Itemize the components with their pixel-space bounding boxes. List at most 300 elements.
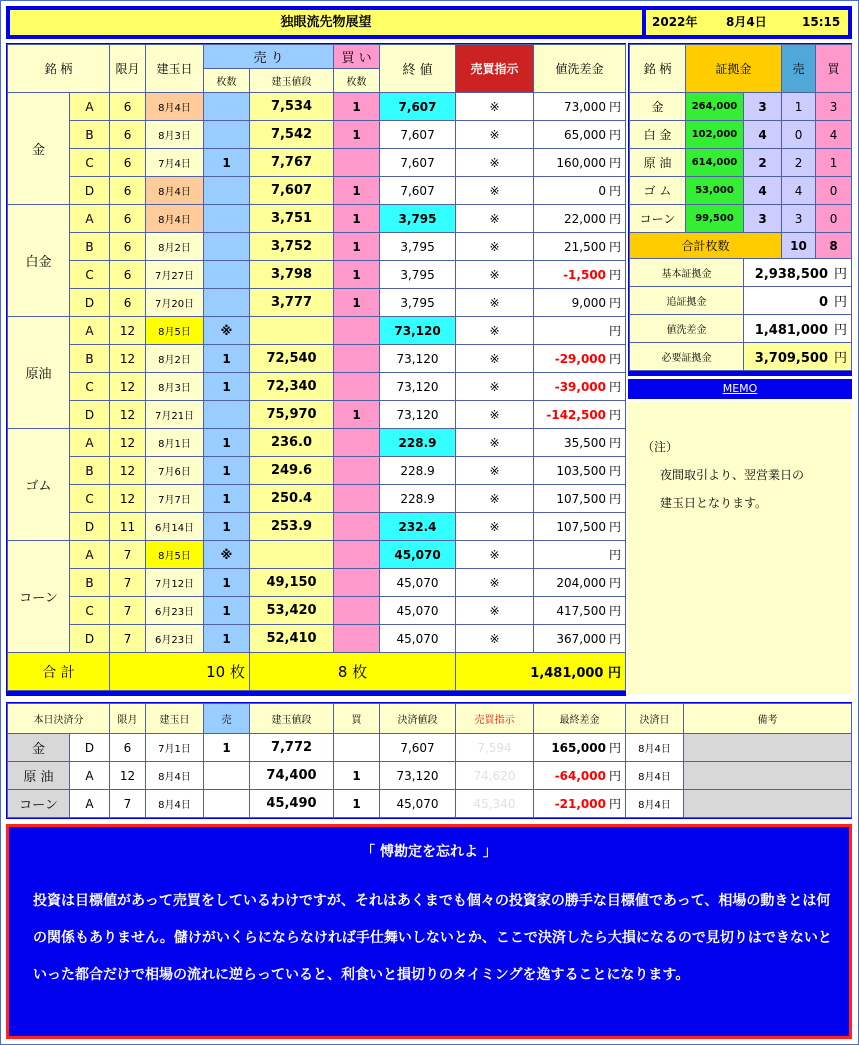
table-row [8, 485, 626, 513]
close-price: 7,607 [380, 177, 456, 205]
summary-label: 追証拠金 [630, 287, 744, 315]
margin-panel [628, 43, 852, 376]
sell-qty: 1 [204, 625, 250, 653]
settle-buy [334, 734, 380, 762]
datetime-box [646, 10, 848, 35]
margin-multiplier: 3 [744, 205, 782, 233]
open-date: 7月12日 [146, 569, 204, 597]
buy-qty: 1 [334, 289, 380, 317]
margin-amount: 264,000 [686, 93, 744, 121]
margin-amount-header: 証拠金 [686, 45, 782, 93]
summary-row [630, 315, 852, 343]
settle-date-header: 建玉日 [146, 704, 204, 734]
buy-qty: 1 [334, 93, 380, 121]
position-id: C [70, 373, 110, 401]
margin-row [630, 205, 852, 233]
summary-value: 1,481,000 円 [744, 315, 852, 343]
margin-row [630, 121, 852, 149]
mark-to-market: 367,000 円 [534, 625, 626, 653]
settle-sell [204, 790, 250, 818]
order-mark: ※ [456, 261, 534, 289]
count-sell: 10 [782, 233, 816, 259]
sell-qty: 1 [204, 345, 250, 373]
margin-row [630, 149, 852, 177]
settle-buy-header: 買 [334, 704, 380, 734]
time-label: 15:15 [802, 15, 841, 29]
close-price: 7,607 [380, 149, 456, 177]
settle-date2-header: 決済日 [626, 704, 684, 734]
open-price: 250.4 [250, 485, 334, 513]
settle-note-header: 備考 [684, 704, 852, 734]
settle-sell: 1 [204, 734, 250, 762]
mark-to-market: 円 [534, 541, 626, 569]
settle-order-price: 7,594 [456, 734, 534, 762]
settle-sell-header: 売 [204, 704, 250, 734]
table-row [8, 261, 626, 289]
open-date: 7月7日 [146, 485, 204, 513]
settle-order-price: 45,340 [456, 790, 534, 818]
sell-qty [204, 205, 250, 233]
settle-position-id: A [70, 790, 110, 818]
position-id: A [70, 205, 110, 233]
order-mark: ※ [456, 625, 534, 653]
table-row [8, 429, 626, 457]
close-price: 3,795 [380, 205, 456, 233]
buy-qty [334, 457, 380, 485]
position-id: A [70, 429, 110, 457]
commodity-name: 白金 [8, 205, 70, 317]
contract-month: 7 [110, 597, 146, 625]
col-buy-header: 買 い [334, 45, 380, 69]
settle-final-diff: -64,000 円 [534, 762, 626, 790]
contract-month: 12 [110, 317, 146, 345]
open-price: 52,410 [250, 625, 334, 653]
order-mark: ※ [456, 373, 534, 401]
open-date: 6月23日 [146, 625, 204, 653]
sell-qty [204, 289, 250, 317]
summary-row [630, 343, 852, 371]
settle-date: 8月4日 [626, 734, 684, 762]
settle-date: 8月4日 [626, 790, 684, 818]
open-date: 8月3日 [146, 373, 204, 401]
settle-commodity: コーン [8, 790, 70, 818]
mark-to-market: 9,000 円 [534, 289, 626, 317]
col-diff-header: 値洗差金 [534, 45, 626, 93]
summary-row [630, 259, 852, 287]
close-price: 73,120 [380, 345, 456, 373]
commodity-name: 原油 [8, 317, 70, 429]
contract-month: 12 [110, 401, 146, 429]
positions-panel [6, 43, 626, 696]
position-id: B [70, 121, 110, 149]
settle-month: 12 [110, 762, 146, 790]
col-date-header: 建玉日 [146, 45, 204, 93]
open-price: 75,970 [250, 401, 334, 429]
close-price: 232.4 [380, 513, 456, 541]
col-sell-qty-header: 枚数 [204, 69, 250, 93]
buy-qty [334, 541, 380, 569]
buy-qty [334, 317, 380, 345]
table-row [8, 177, 626, 205]
contract-month: 12 [110, 485, 146, 513]
total-label: 合 計 [8, 653, 110, 691]
open-date: 8月2日 [146, 233, 204, 261]
sell-qty: 1 [204, 373, 250, 401]
settle-name-header: 本日決済分 [8, 704, 110, 734]
order-mark: ※ [456, 149, 534, 177]
open-price [250, 541, 334, 569]
settle-open-price: 45,490 [250, 790, 334, 818]
position-id: D [70, 177, 110, 205]
settle-open-date: 8月4日 [146, 762, 204, 790]
margin-amount: 53,000 [686, 177, 744, 205]
mark-to-market: 417,500 円 [534, 597, 626, 625]
buy-qty [334, 625, 380, 653]
settle-order-header: 売買指示 [456, 704, 534, 734]
contract-month: 6 [110, 177, 146, 205]
buy-qty [334, 597, 380, 625]
settle-month: 6 [110, 734, 146, 762]
settle-buy: 1 [334, 790, 380, 818]
mark-to-market: 21,500 円 [534, 233, 626, 261]
table-row [8, 373, 626, 401]
position-id: D [70, 625, 110, 653]
margin-name-header: 銘 柄 [630, 45, 686, 93]
open-date: 6月14日 [146, 513, 204, 541]
table-row [8, 149, 626, 177]
open-date: 8月4日 [146, 93, 204, 121]
settle-open-date: 8月4日 [146, 790, 204, 818]
open-price: 249.6 [250, 457, 334, 485]
contract-month: 6 [110, 121, 146, 149]
date-label: 8月4日 [726, 15, 767, 29]
close-price: 7,607 [380, 93, 456, 121]
mark-to-market: 160,000 円 [534, 149, 626, 177]
message-box [6, 824, 852, 1039]
open-price: 7,767 [250, 149, 334, 177]
position-id: A [70, 541, 110, 569]
sell-qty: ※ [204, 541, 250, 569]
contract-month: 12 [110, 345, 146, 373]
settle-sell [204, 762, 250, 790]
position-id: C [70, 597, 110, 625]
open-date: 7月27日 [146, 261, 204, 289]
margin-sell-header: 売 [782, 45, 816, 93]
table-row [8, 121, 626, 149]
table-row [8, 401, 626, 429]
open-date: 8月3日 [146, 121, 204, 149]
sell-qty [204, 121, 250, 149]
open-price: 49,150 [250, 569, 334, 597]
commodity-name: コーン [8, 541, 70, 653]
margin-amount: 614,000 [686, 149, 744, 177]
settlement-table [7, 703, 852, 818]
col-month-header: 限月 [110, 45, 146, 93]
contract-month: 6 [110, 149, 146, 177]
settle-final-diff: -21,000 円 [534, 790, 626, 818]
table-row [8, 541, 626, 569]
margin-buy: 0 [816, 177, 852, 205]
message-title: 「 愽勘定を忘れよ 」 [361, 844, 497, 860]
open-price: 253.9 [250, 513, 334, 541]
contract-month: 6 [110, 233, 146, 261]
buy-qty: 1 [334, 177, 380, 205]
close-price: 45,070 [380, 569, 456, 597]
margin-commodity: 白 金 [630, 121, 686, 149]
sell-qty [204, 261, 250, 289]
position-id: A [70, 317, 110, 345]
close-price: 3,795 [380, 233, 456, 261]
summary-label: 必要証拠金 [630, 343, 744, 371]
settle-close-price: 45,070 [380, 790, 456, 818]
open-price: 7,542 [250, 121, 334, 149]
order-mark: ※ [456, 569, 534, 597]
open-price: 3,777 [250, 289, 334, 317]
position-id: C [70, 149, 110, 177]
settle-note [684, 762, 852, 790]
open-price: 7,534 [250, 93, 334, 121]
margin-buy: 4 [816, 121, 852, 149]
summary-value: 2,938,500 円 [744, 259, 852, 287]
open-date: 7月6日 [146, 457, 204, 485]
open-date: 8月4日 [146, 205, 204, 233]
total-buy: 8 枚 [250, 653, 456, 691]
order-mark: ※ [456, 121, 534, 149]
order-mark: ※ [456, 485, 534, 513]
settle-open-price: 74,400 [250, 762, 334, 790]
total-diff: 1,481,000 円 [456, 653, 626, 691]
settle-date: 8月4日 [626, 762, 684, 790]
position-id: B [70, 457, 110, 485]
close-price: 45,070 [380, 597, 456, 625]
mark-to-market: 107,500 円 [534, 485, 626, 513]
order-button[interactable]: 売買指示 [456, 45, 534, 93]
total-sell: 10 枚 [110, 653, 250, 691]
settle-row [8, 734, 852, 762]
contract-month: 6 [110, 205, 146, 233]
margin-commodity: 原 油 [630, 149, 686, 177]
count-label: 合計枚数 [630, 233, 782, 259]
margin-sell: 2 [782, 149, 816, 177]
summary-value: 0 円 [744, 287, 852, 315]
buy-qty [334, 429, 380, 457]
margin-amount: 102,000 [686, 121, 744, 149]
margin-buy: 0 [816, 205, 852, 233]
summary-value: 3,709,500 円 [744, 343, 852, 371]
commodity-name: 金 [8, 93, 70, 205]
col-price-header: 建玉値段 [250, 69, 334, 93]
order-mark: ※ [456, 457, 534, 485]
mark-to-market: -1,500 円 [534, 261, 626, 289]
sell-qty [204, 177, 250, 205]
position-id: C [70, 485, 110, 513]
buy-qty [334, 373, 380, 401]
order-mark: ※ [456, 513, 534, 541]
position-id: B [70, 345, 110, 373]
margin-table [629, 44, 852, 371]
margin-sell: 3 [782, 205, 816, 233]
order-mark: ※ [456, 289, 534, 317]
mark-to-market: 204,000 円 [534, 569, 626, 597]
buy-qty [334, 345, 380, 373]
positions-table [7, 44, 626, 691]
open-date: 8月4日 [146, 177, 204, 205]
settle-row [8, 790, 852, 818]
col-name-header: 銘 柄 [8, 45, 110, 93]
table-row [8, 345, 626, 373]
mark-to-market: 35,500 円 [534, 429, 626, 457]
position-id: C [70, 261, 110, 289]
margin-buy-header: 買 [816, 45, 852, 93]
commodity-name: ゴム [8, 429, 70, 541]
mark-to-market: 22,000 円 [534, 205, 626, 233]
table-row [8, 289, 626, 317]
open-date: 8月2日 [146, 345, 204, 373]
col-buy-qty-header: 枚数 [334, 69, 380, 93]
close-price: 45,070 [380, 625, 456, 653]
settle-commodity: 金 [8, 734, 70, 762]
contract-month: 12 [110, 457, 146, 485]
settle-position-id: D [70, 734, 110, 762]
close-price: 3,795 [380, 261, 456, 289]
col-close-header: 終 値 [380, 45, 456, 93]
buy-qty: 1 [334, 233, 380, 261]
open-date: 8月1日 [146, 429, 204, 457]
contract-month: 11 [110, 513, 146, 541]
buy-qty: 1 [334, 401, 380, 429]
sell-qty: ※ [204, 317, 250, 345]
settle-close-header: 決済値段 [380, 704, 456, 734]
contract-month: 7 [110, 541, 146, 569]
close-price: 45,070 [380, 541, 456, 569]
contract-month: 6 [110, 93, 146, 121]
margin-buy: 1 [816, 149, 852, 177]
sell-qty: 1 [204, 485, 250, 513]
position-id: B [70, 569, 110, 597]
mark-to-market: -29,000 円 [534, 345, 626, 373]
settle-commodity: 原 油 [8, 762, 70, 790]
settle-order-price: 74,620 [456, 762, 534, 790]
title-bar [6, 6, 852, 39]
settle-open-price: 7,772 [250, 734, 334, 762]
position-id: D [70, 513, 110, 541]
mark-to-market: 円 [534, 317, 626, 345]
sell-qty: 1 [204, 597, 250, 625]
order-mark: ※ [456, 345, 534, 373]
summary-label: 基本証拠金 [630, 259, 744, 287]
close-price: 73,120 [380, 317, 456, 345]
sell-qty [204, 233, 250, 261]
table-row [8, 205, 626, 233]
open-date: 6月23日 [146, 597, 204, 625]
close-price: 7,607 [380, 121, 456, 149]
margin-row [630, 93, 852, 121]
memo-bar [628, 379, 852, 399]
margin-sell: 1 [782, 93, 816, 121]
close-price: 3,795 [380, 289, 456, 317]
memo-box [628, 402, 852, 694]
margin-sell: 0 [782, 121, 816, 149]
margin-multiplier: 2 [744, 149, 782, 177]
table-row [8, 317, 626, 345]
buy-qty [334, 485, 380, 513]
buy-qty [334, 149, 380, 177]
memo-link[interactable]: MEMO [722, 382, 758, 395]
order-mark: ※ [456, 93, 534, 121]
open-date: 7月21日 [146, 401, 204, 429]
position-id: D [70, 289, 110, 317]
order-mark: ※ [456, 177, 534, 205]
settle-open-date: 7月1日 [146, 734, 204, 762]
order-mark: ※ [456, 401, 534, 429]
mark-to-market: 65,000 円 [534, 121, 626, 149]
margin-commodity: 金 [630, 93, 686, 121]
margin-multiplier: 4 [744, 177, 782, 205]
margin-amount: 99,500 [686, 205, 744, 233]
table-row [8, 569, 626, 597]
open-price: 3,798 [250, 261, 334, 289]
order-mark: ※ [456, 597, 534, 625]
settle-month-header: 限月 [110, 704, 146, 734]
open-price [250, 317, 334, 345]
open-price: 72,340 [250, 373, 334, 401]
memo-line-1: （注） [642, 440, 679, 454]
close-price: 228.9 [380, 485, 456, 513]
order-mark: ※ [456, 317, 534, 345]
position-id: B [70, 233, 110, 261]
memo-line-3: 建玉日となります。 [660, 496, 768, 510]
message-body: 投資は目標値があって売買をしているわけですが、それはあくまでも個々の投資家の勝手な目標値であって、相場の動きとは何の関係もありません。儲けがいくらにならなければ手仕舞いしないとか、ここで決済したら大損になるので見切りはできないといった都合だけで相場の流れに逆らっていると、利食いと損切りのタイミングを逸することになります。 [33, 893, 832, 983]
order-mark: ※ [456, 233, 534, 261]
page-title: 独眼流先物展望 [10, 10, 642, 35]
sell-qty: 1 [204, 429, 250, 457]
open-price: 53,420 [250, 597, 334, 625]
open-price: 3,751 [250, 205, 334, 233]
mark-to-market: 73,000 円 [534, 93, 626, 121]
contract-month: 6 [110, 289, 146, 317]
margin-sell: 4 [782, 177, 816, 205]
table-row [8, 93, 626, 121]
contract-month: 7 [110, 625, 146, 653]
table-row [8, 233, 626, 261]
count-buy: 8 [816, 233, 852, 259]
close-price: 73,120 [380, 401, 456, 429]
table-row [8, 513, 626, 541]
close-price: 228.9 [380, 429, 456, 457]
settle-close-price: 7,607 [380, 734, 456, 762]
open-date: 7月20日 [146, 289, 204, 317]
margin-multiplier: 4 [744, 121, 782, 149]
margin-multiplier: 3 [744, 93, 782, 121]
mark-to-market: -39,000 円 [534, 373, 626, 401]
buy-qty: 1 [334, 205, 380, 233]
memo-line-2: 夜間取引より、翌営業日の [660, 468, 805, 482]
settle-position-id: A [70, 762, 110, 790]
order-mark: ※ [456, 429, 534, 457]
summary-row [630, 287, 852, 315]
contract-month: 7 [110, 569, 146, 597]
settle-buy: 1 [334, 762, 380, 790]
open-price: 236.0 [250, 429, 334, 457]
buy-qty: 1 [334, 121, 380, 149]
order-mark: ※ [456, 205, 534, 233]
buy-qty [334, 513, 380, 541]
table-row [8, 457, 626, 485]
mark-to-market: -142,500 円 [534, 401, 626, 429]
settle-note [684, 790, 852, 818]
margin-commodity: コーン [630, 205, 686, 233]
table-row [8, 625, 626, 653]
